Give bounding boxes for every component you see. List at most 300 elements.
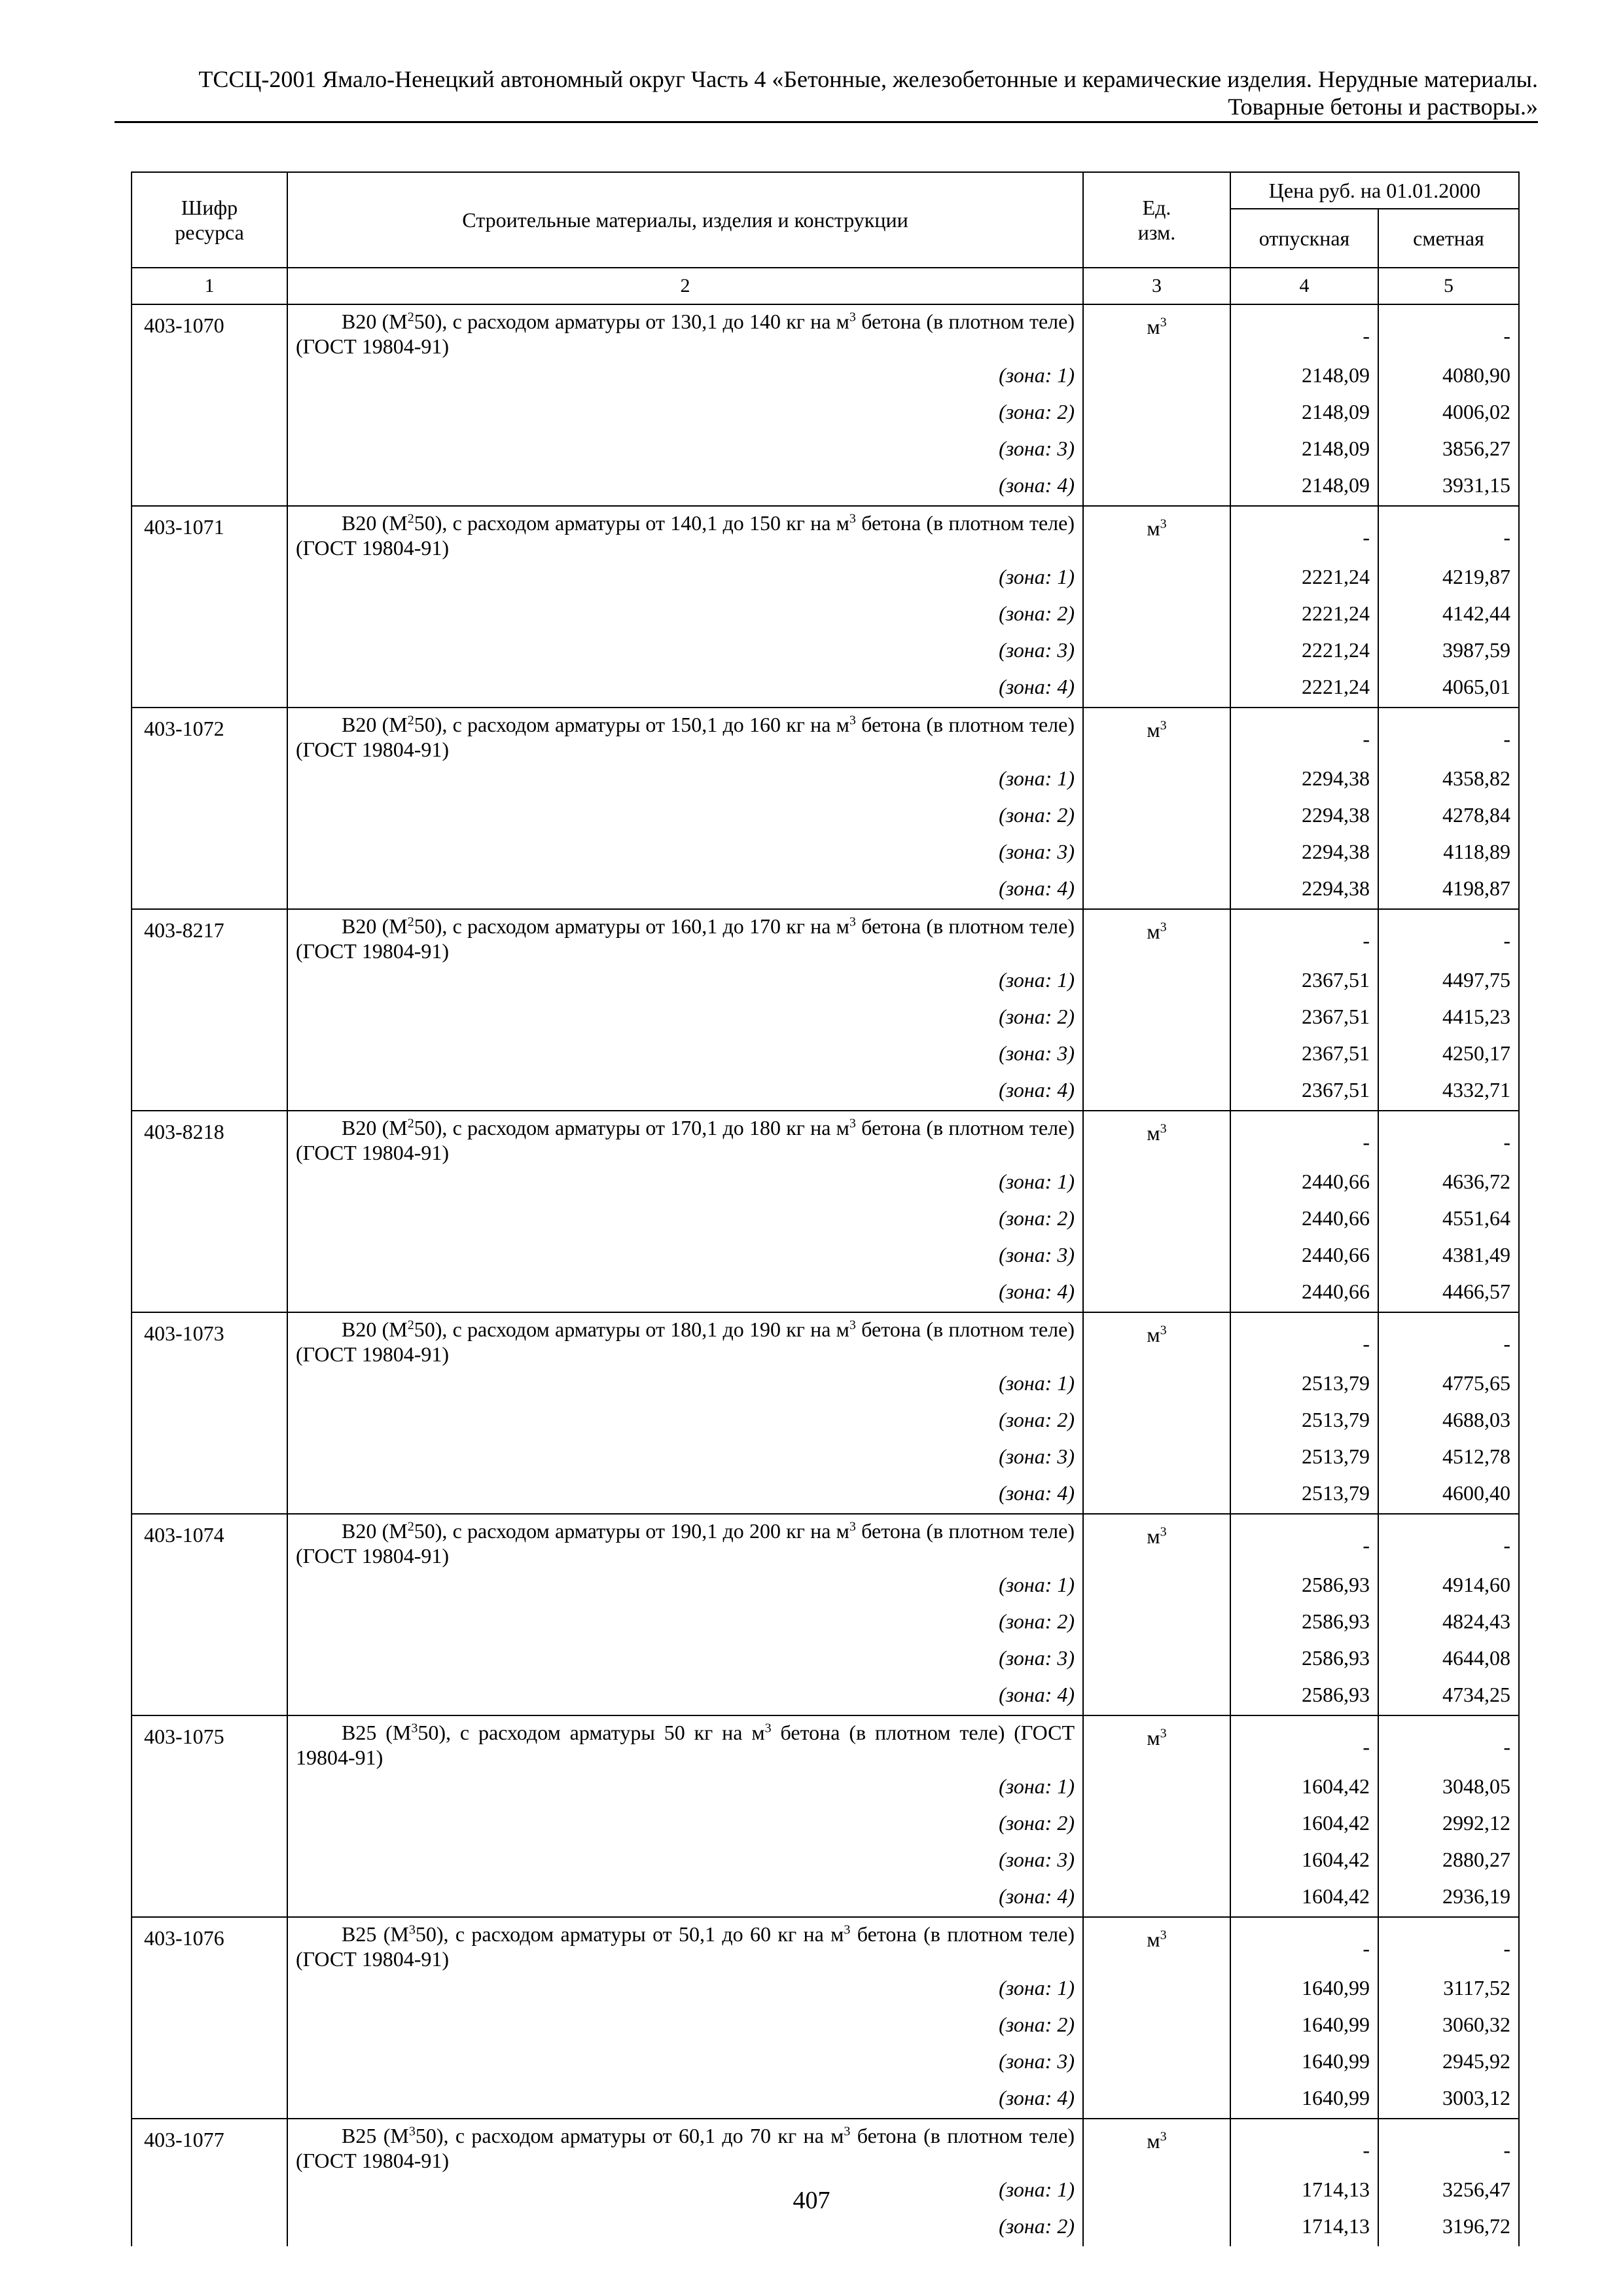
- estimate-price: 4198,87: [1378, 872, 1519, 909]
- release-price: -: [1230, 909, 1378, 963]
- unit-symbol: м: [1147, 516, 1160, 540]
- desc-class: В20 (М: [342, 914, 408, 938]
- unit-exponent: 3: [1160, 1928, 1167, 1943]
- zone-row: [132, 1367, 1519, 1403]
- desc-unit-sup: 3: [849, 511, 856, 526]
- release-price: 2148,09: [1230, 395, 1378, 432]
- empty-cell: [132, 2210, 287, 2246]
- release-price: 2221,24: [1230, 597, 1378, 634]
- estimate-price: 3256,47: [1378, 2173, 1519, 2210]
- empty-cell: [1083, 1367, 1230, 1403]
- release-price: 2221,24: [1230, 560, 1378, 597]
- material-description: [287, 2119, 1083, 2173]
- empty-cell: [132, 1843, 287, 1880]
- estimate-price: -: [1378, 1917, 1519, 1971]
- release-price: 2367,51: [1230, 1000, 1378, 1037]
- unit-symbol: м: [1147, 920, 1160, 943]
- resource-code: 403-1075: [132, 1715, 287, 1770]
- estimate-price: 4512,78: [1378, 1440, 1519, 1477]
- release-price: 2513,79: [1230, 1440, 1378, 1477]
- release-price: 2440,66: [1230, 1275, 1378, 1312]
- estimate-price: -: [1378, 1312, 1519, 1367]
- release-price: 2367,51: [1230, 963, 1378, 1000]
- zone-row: [132, 1605, 1519, 1641]
- release-price: 1604,42: [1230, 1770, 1378, 1806]
- col-header-unit-line2: изм.: [1137, 221, 1176, 244]
- unit-exponent: 3: [1160, 718, 1167, 733]
- release-price: 1714,13: [1230, 2173, 1378, 2210]
- release-price: 2148,09: [1230, 469, 1378, 506]
- empty-cell: [132, 634, 287, 670]
- zone-label: (зона: 2): [287, 1202, 1083, 1238]
- empty-cell: [132, 1202, 287, 1238]
- desc-unit-sup: 3: [849, 1519, 856, 1534]
- zone-row: [132, 1806, 1519, 1843]
- resource-code: 403-1071: [132, 506, 287, 560]
- zone-row: [132, 2081, 1519, 2119]
- desc-mid: 50), с расходом арматуры 50 кг на м: [418, 1721, 765, 1744]
- estimate-price: 4600,40: [1378, 1477, 1519, 1514]
- zone-label: (зона: 1): [287, 2173, 1083, 2210]
- empty-cell: [132, 1000, 287, 1037]
- unit-symbol: м: [1147, 1121, 1160, 1145]
- zone-label: (зона: 2): [287, 2008, 1083, 2045]
- estimate-price: 4734,25: [1378, 1678, 1519, 1715]
- empty-cell: [132, 1678, 287, 1715]
- desc-class-sup: 2: [407, 511, 414, 526]
- empty-cell: [132, 872, 287, 909]
- column-number: 2: [287, 268, 1083, 304]
- zone-label: (зона: 3): [287, 1238, 1083, 1275]
- zone-label: (зона: 3): [287, 835, 1083, 872]
- desc-class-sup: 3: [408, 1922, 416, 1937]
- empty-cell: [1083, 762, 1230, 798]
- release-price: -: [1230, 1111, 1378, 1165]
- release-price: 2513,79: [1230, 1477, 1378, 1514]
- col-header-code: [132, 172, 287, 268]
- zone-label: (зона: 3): [287, 2045, 1083, 2081]
- estimate-price: 3117,52: [1378, 1971, 1519, 2008]
- empty-cell: [132, 1440, 287, 1477]
- release-price: 2586,93: [1230, 1641, 1378, 1678]
- desc-mid: 50), с расходом арматуры от 60,1 до 70 кг на м: [415, 2124, 844, 2147]
- empty-cell: [1083, 2008, 1230, 2045]
- col-header-unit-line1: Ед.: [1142, 196, 1171, 219]
- desc-class: В20 (М: [342, 713, 408, 736]
- unit-exponent: 3: [1160, 2129, 1167, 2144]
- estimate-price: -: [1378, 1111, 1519, 1165]
- zone-label: (зона: 1): [287, 1367, 1083, 1403]
- column-number: 1: [132, 268, 287, 304]
- empty-cell: [132, 1403, 287, 1440]
- desc-tail: бетона (в плотном теле) (ГОСТ 19804-91): [296, 1318, 1075, 1366]
- release-price: 2513,79: [1230, 1367, 1378, 1403]
- estimate-price: 4358,82: [1378, 762, 1519, 798]
- resource-code: 403-8217: [132, 909, 287, 963]
- unit-exponent: 3: [1160, 1121, 1167, 1136]
- empty-cell: [1083, 1880, 1230, 1917]
- zone-label: (зона: 1): [287, 560, 1083, 597]
- zone-row: [132, 1477, 1519, 1514]
- zone-row: [132, 1880, 1519, 1917]
- estimate-price: 4636,72: [1378, 1165, 1519, 1202]
- release-price: 2440,66: [1230, 1202, 1378, 1238]
- empty-cell: [132, 2081, 287, 2119]
- zone-label: (зона: 3): [287, 1843, 1083, 1880]
- release-price: 1640,99: [1230, 1971, 1378, 2008]
- zone-label: (зона: 4): [287, 469, 1083, 506]
- zone-row: [132, 670, 1519, 708]
- empty-cell: [1083, 1568, 1230, 1605]
- resource-code: 403-1072: [132, 708, 287, 762]
- column-number: 5: [1378, 268, 1519, 304]
- release-price: -: [1230, 708, 1378, 762]
- empty-cell: [132, 1037, 287, 1073]
- empty-cell: [1083, 1202, 1230, 1238]
- zone-label: (зона: 3): [287, 1440, 1083, 1477]
- zone-row: [132, 469, 1519, 506]
- empty-cell: [1083, 432, 1230, 469]
- table-row: [132, 304, 1519, 359]
- zone-row: [132, 1238, 1519, 1275]
- empty-cell: [1083, 1073, 1230, 1111]
- empty-cell: [132, 963, 287, 1000]
- zone-row: [132, 872, 1519, 909]
- estimate-price: 4824,43: [1378, 1605, 1519, 1641]
- release-price: -: [1230, 2119, 1378, 2173]
- desc-unit-sup: 3: [849, 713, 856, 728]
- table-row: [132, 1312, 1519, 1367]
- col-header-price-group: Цена руб. на 01.01.2000: [1230, 172, 1519, 209]
- release-price: -: [1230, 1514, 1378, 1568]
- empty-cell: [1083, 1440, 1230, 1477]
- release-price: -: [1230, 304, 1378, 359]
- empty-cell: [1083, 560, 1230, 597]
- material-description: [287, 1514, 1083, 1568]
- empty-cell: [1083, 1477, 1230, 1514]
- desc-class: В25 (М: [342, 1721, 412, 1744]
- release-price: 2440,66: [1230, 1238, 1378, 1275]
- zone-label: (зона: 3): [287, 634, 1083, 670]
- estimate-price: 4332,71: [1378, 1073, 1519, 1111]
- resource-code: 403-1073: [132, 1312, 287, 1367]
- zone-label: (зона: 4): [287, 2081, 1083, 2119]
- document-header: [115, 65, 1538, 120]
- release-price: 2440,66: [1230, 1165, 1378, 1202]
- unit-cell: [1083, 1917, 1230, 1971]
- zone-row: [132, 1568, 1519, 1605]
- material-description: [287, 1917, 1083, 1971]
- zone-label: (зона: 2): [287, 2210, 1083, 2246]
- header-line-1: ТССЦ-2001 Ямало-Ненецкий автономный округ Часть 4 «Бетонные, железобетонные и керамические изделия. Нерудные материалы.: [198, 66, 1538, 92]
- estimate-price: 4497,75: [1378, 963, 1519, 1000]
- table-row: [132, 506, 1519, 560]
- zone-row: [132, 1275, 1519, 1312]
- col-header-price-estimate: сметная: [1378, 209, 1519, 268]
- zone-row: [132, 1770, 1519, 1806]
- release-price: 2586,93: [1230, 1568, 1378, 1605]
- empty-cell: [132, 1806, 287, 1843]
- table-row: [132, 708, 1519, 762]
- empty-cell: [132, 1971, 287, 2008]
- estimate-price: 4775,65: [1378, 1367, 1519, 1403]
- estimate-price: 4219,87: [1378, 560, 1519, 597]
- zone-row: [132, 835, 1519, 872]
- estimate-price: 4914,60: [1378, 1568, 1519, 1605]
- unit-exponent: 3: [1160, 920, 1167, 935]
- unit-cell: [1083, 1715, 1230, 1770]
- empty-cell: [132, 1275, 287, 1312]
- empty-cell: [1083, 963, 1230, 1000]
- unit-cell: [1083, 2119, 1230, 2173]
- release-price: 2148,09: [1230, 432, 1378, 469]
- unit-symbol: м: [1147, 315, 1160, 338]
- material-description: [287, 304, 1083, 359]
- desc-class: В25 (М: [342, 2124, 409, 2147]
- column-number: 4: [1230, 268, 1378, 304]
- table-body: [132, 304, 1519, 2246]
- resource-code: 403-1074: [132, 1514, 287, 1568]
- material-description: [287, 1715, 1083, 1770]
- zone-label: (зона: 4): [287, 670, 1083, 708]
- resource-code: 403-1070: [132, 304, 287, 359]
- desc-class-sup: 3: [411, 1721, 418, 1736]
- zone-label: (зона: 1): [287, 963, 1083, 1000]
- zone-label: (зона: 4): [287, 1477, 1083, 1514]
- material-description: [287, 506, 1083, 560]
- empty-cell: [1083, 469, 1230, 506]
- empty-cell: [132, 2045, 287, 2081]
- empty-cell: [1083, 1641, 1230, 1678]
- zone-row: [132, 1000, 1519, 1037]
- unit-cell: [1083, 1312, 1230, 1367]
- empty-cell: [132, 670, 287, 708]
- desc-class-sup: 2: [407, 310, 414, 325]
- header-rule: [115, 121, 1538, 123]
- empty-cell: [1083, 1971, 1230, 2008]
- material-description: [287, 909, 1083, 963]
- zone-label: (зона: 2): [287, 1605, 1083, 1641]
- material-description: [287, 708, 1083, 762]
- estimate-price: 2992,12: [1378, 1806, 1519, 1843]
- empty-cell: [1083, 597, 1230, 634]
- empty-cell: [132, 359, 287, 395]
- col-header-code-line2: ресурса: [175, 221, 244, 244]
- column-number: 3: [1083, 268, 1230, 304]
- unit-symbol: м: [1147, 1323, 1160, 1346]
- release-price: 1604,42: [1230, 1843, 1378, 1880]
- zone-row: [132, 2008, 1519, 2045]
- zone-row: [132, 432, 1519, 469]
- table-row: [132, 909, 1519, 963]
- unit-exponent: 3: [1160, 1323, 1167, 1338]
- estimate-price: 2945,92: [1378, 2045, 1519, 2081]
- desc-tail: бетона (в плотном теле) (ГОСТ 19804-91): [296, 914, 1075, 963]
- release-price: 2367,51: [1230, 1073, 1378, 1111]
- empty-cell: [1083, 1037, 1230, 1073]
- release-price: 2586,93: [1230, 1605, 1378, 1641]
- desc-tail: бетона (в плотном теле) (ГОСТ 19804-91): [296, 2124, 1075, 2172]
- zone-row: [132, 395, 1519, 432]
- zone-label: (зона: 1): [287, 1165, 1083, 1202]
- col-header-code-line1: Шифр: [181, 196, 238, 219]
- estimate-price: 4466,57: [1378, 1275, 1519, 1312]
- zone-row: [132, 1403, 1519, 1440]
- empty-cell: [132, 1641, 287, 1678]
- empty-cell: [1083, 2210, 1230, 2246]
- empty-cell: [132, 798, 287, 835]
- zone-row: [132, 1202, 1519, 1238]
- unit-exponent: 3: [1160, 516, 1167, 531]
- material-description: [287, 1111, 1083, 1165]
- col-header-materials: Строительные материалы, изделия и конструкции: [287, 172, 1083, 268]
- estimate-price: -: [1378, 1715, 1519, 1770]
- estimate-price: -: [1378, 506, 1519, 560]
- table-row: [132, 1514, 1519, 1568]
- resource-code: 403-1077: [132, 2119, 287, 2173]
- estimate-price: 2880,27: [1378, 1843, 1519, 1880]
- empty-cell: [132, 1073, 287, 1111]
- desc-tail: бетона (в плотном теле) (ГОСТ 19804-91): [296, 1519, 1075, 1568]
- header-line-2: Товарные бетоны и растворы.»: [1228, 94, 1538, 120]
- estimate-price: 4118,89: [1378, 835, 1519, 872]
- desc-class-sup: 2: [407, 1519, 414, 1534]
- release-price: 2148,09: [1230, 359, 1378, 395]
- zone-row: [132, 1843, 1519, 1880]
- unit-cell: [1083, 708, 1230, 762]
- estimate-price: 4688,03: [1378, 1403, 1519, 1440]
- zone-row: [132, 2210, 1519, 2246]
- release-price: 1604,42: [1230, 1880, 1378, 1917]
- material-description: [287, 1312, 1083, 1367]
- empty-cell: [1083, 634, 1230, 670]
- unit-cell: [1083, 304, 1230, 359]
- estimate-price: 4381,49: [1378, 1238, 1519, 1275]
- unit-cell: [1083, 506, 1230, 560]
- zone-label: (зона: 2): [287, 1403, 1083, 1440]
- zone-label: (зона: 2): [287, 1000, 1083, 1037]
- empty-cell: [132, 1880, 287, 1917]
- zone-label: (зона: 3): [287, 432, 1083, 469]
- zone-label: (зона: 2): [287, 1806, 1083, 1843]
- empty-cell: [1083, 359, 1230, 395]
- release-price: -: [1230, 1917, 1378, 1971]
- estimate-price: 4142,44: [1378, 597, 1519, 634]
- estimate-price: 4278,84: [1378, 798, 1519, 835]
- estimate-price: -: [1378, 2119, 1519, 2173]
- estimate-price: 3196,72: [1378, 2210, 1519, 2246]
- desc-unit-sup: 3: [844, 1922, 851, 1937]
- desc-mid: 50), с расходом арматуры от 150,1 до 160 кг на м: [414, 713, 849, 736]
- release-price: 2221,24: [1230, 634, 1378, 670]
- zone-label: (зона: 4): [287, 1678, 1083, 1715]
- zone-row: [132, 597, 1519, 634]
- col-header-price-release: отпускная: [1230, 209, 1378, 268]
- release-price: 1640,99: [1230, 2008, 1378, 2045]
- empty-cell: [1083, 1165, 1230, 1202]
- desc-unit-sup: 3: [849, 1116, 856, 1131]
- price-table: [131, 171, 1520, 2246]
- desc-mid: 50), с расходом арматуры от 170,1 до 180 кг на м: [414, 1116, 849, 1139]
- resource-code: 403-1076: [132, 1917, 287, 1971]
- desc-mid: 50), с расходом арматуры от 160,1 до 170 кг на м: [414, 914, 849, 938]
- table-row: [132, 1917, 1519, 1971]
- empty-cell: [132, 1568, 287, 1605]
- zone-label: (зона: 2): [287, 395, 1083, 432]
- zone-label: (зона: 3): [287, 1641, 1083, 1678]
- empty-cell: [132, 1238, 287, 1275]
- estimate-price: 3048,05: [1378, 1770, 1519, 1806]
- empty-cell: [1083, 1605, 1230, 1641]
- zone-label: (зона: 3): [287, 1037, 1083, 1073]
- zone-label: (зона: 1): [287, 359, 1083, 395]
- estimate-price: 3987,59: [1378, 634, 1519, 670]
- release-price: 2586,93: [1230, 1678, 1378, 1715]
- zone-row: [132, 1073, 1519, 1111]
- unit-symbol: м: [1147, 718, 1160, 742]
- zone-row: [132, 1641, 1519, 1678]
- empty-cell: [1083, 1275, 1230, 1312]
- empty-cell: [1083, 1678, 1230, 1715]
- desc-class: В20 (М: [342, 1116, 408, 1139]
- desc-unit-sup: 3: [849, 1318, 856, 1333]
- zone-row: [132, 963, 1519, 1000]
- empty-cell: [1083, 395, 1230, 432]
- release-price: -: [1230, 1715, 1378, 1770]
- estimate-price: 4415,23: [1378, 1000, 1519, 1037]
- empty-cell: [132, 597, 287, 634]
- unit-cell: [1083, 1514, 1230, 1568]
- release-price: 1640,99: [1230, 2081, 1378, 2119]
- column-number-row: [132, 268, 1519, 304]
- zone-label: (зона: 2): [287, 597, 1083, 634]
- desc-class: В20 (М: [342, 511, 408, 535]
- empty-cell: [132, 432, 287, 469]
- empty-cell: [132, 469, 287, 506]
- desc-tail: бетона (в плотном теле) (ГОСТ 19804-91): [296, 1721, 1075, 1769]
- zone-label: (зона: 1): [287, 762, 1083, 798]
- release-price: 2221,24: [1230, 670, 1378, 708]
- zone-row: [132, 1165, 1519, 1202]
- empty-cell: [1083, 2081, 1230, 2119]
- release-price: 2294,38: [1230, 835, 1378, 872]
- desc-unit-sup: 3: [764, 1721, 772, 1736]
- estimate-price: -: [1378, 1514, 1519, 1568]
- col-header-unit: [1083, 172, 1230, 268]
- estimate-price: 3003,12: [1378, 2081, 1519, 2119]
- zone-row: [132, 634, 1519, 670]
- estimate-price: 4065,01: [1378, 670, 1519, 708]
- empty-cell: [1083, 1000, 1230, 1037]
- unit-symbol: м: [1147, 1524, 1160, 1548]
- desc-mid: 50), с расходом арматуры от 50,1 до 60 кг на м: [415, 1922, 844, 1946]
- empty-cell: [132, 1605, 287, 1641]
- page-number: 407: [793, 2187, 830, 2214]
- resource-code: 403-8218: [132, 1111, 287, 1165]
- zone-label: (зона: 2): [287, 798, 1083, 835]
- empty-cell: [132, 1770, 287, 1806]
- zone-label: (зона: 1): [287, 1770, 1083, 1806]
- desc-unit-sup: 3: [849, 914, 856, 929]
- desc-tail: бетона (в плотном теле) (ГОСТ 19804-91): [296, 713, 1075, 761]
- release-price: -: [1230, 506, 1378, 560]
- zone-row: [132, 2045, 1519, 2081]
- release-price: 2513,79: [1230, 1403, 1378, 1440]
- desc-class-sup: 2: [407, 914, 414, 929]
- desc-class: В20 (М: [342, 1519, 408, 1543]
- empty-cell: [132, 835, 287, 872]
- estimate-price: 4080,90: [1378, 359, 1519, 395]
